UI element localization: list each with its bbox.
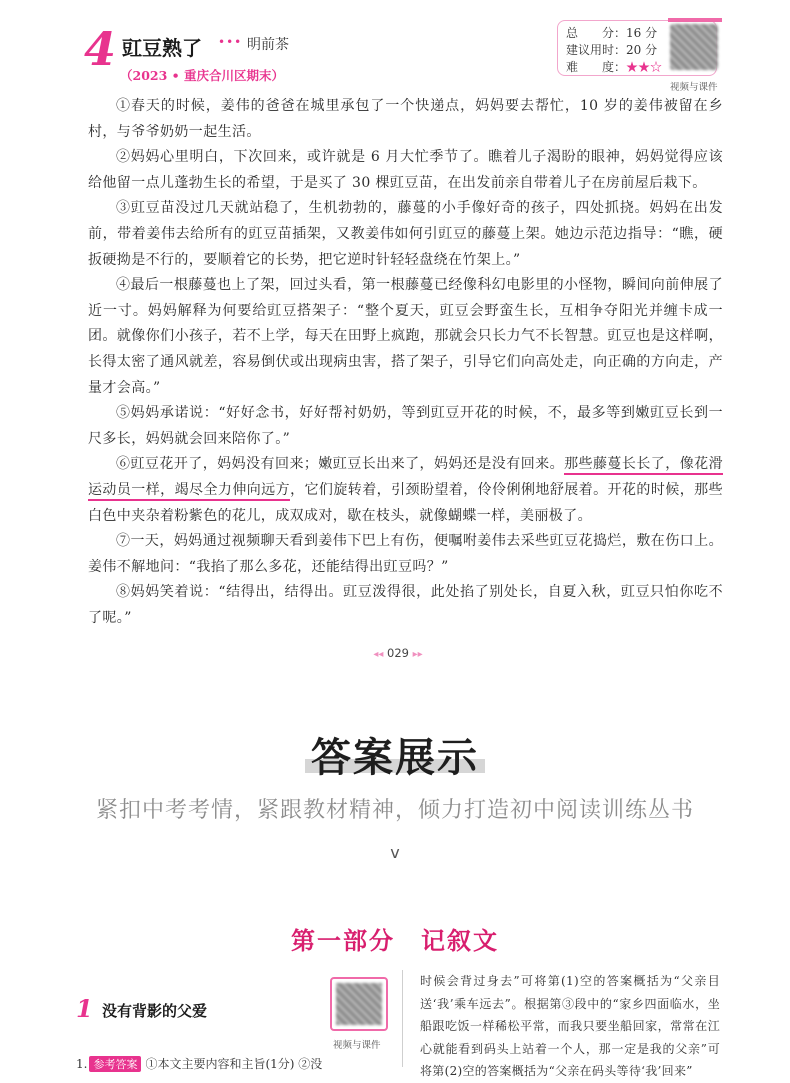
paragraph-8: ⑧妈妈笑着说：“结得出，结得出。豇豆泼得很，此处掐了别处长，自夏入秋，豇豆只怕你吃不了呢。”	[88, 584, 723, 626]
paragraph-6-part-a: ⑥豇豆花开了，妈妈没有回来；嫩豇豆长出来了，妈妈还是没有回来。	[116, 456, 565, 473]
part-title: 第一部分 记叙文	[291, 927, 499, 955]
paragraph-6-part-b: ，它们旋转着，引颈盼望着，伶伶俐俐地舒展着。开花的时候，那些白色中夹杂着粉紫色的花儿，成双成对，歇在枝头，就像蝴蝶一样，美丽极了。	[88, 481, 723, 524]
arrow-right-icon: ▸▸	[412, 649, 423, 660]
paragraph-7: ⑦一天，妈妈通过视频聊天看到姜伟下巴上有伤，便嘱咐姜伟去采些豇豆花捣烂，敷在伤口上。姜伟不解地问：“我掐了那么多花，还能结得出豇豆吗？”	[88, 533, 723, 575]
difficulty-stars-icon: ★★☆	[626, 60, 663, 74]
paragraph-2: ②妈妈心里明白，下次回来，或许就是 6 月大忙季节了。瞧着儿子渴盼的眼神，妈妈觉得应该给他留一点儿蓬勃生长的希望，于是买了 30 棵豇豆苗，在出发前亲自带着儿子在房前屋后栽下。	[88, 149, 723, 191]
answer-explanation: 时候会背过身去”可将第(1)空的答案概括为“父亲目送‘我’乘车远去”。根据第③段中的“家乡四面临水，坐船跟吃饭一样稀松平常，而我只要坐船回家，常常在江心就能看到码头上站着一个人，那一定是我的父亲”可将第(2)空的答案概括为“父亲在码头等待‘我’回来”	[420, 974, 720, 1078]
qr-code-icon[interactable]	[336, 983, 382, 1025]
highlighted-sentence: 那些藤蔓长长了，像花滑运动员一样，竭尽全力伸向远方	[88, 456, 723, 501]
paragraph-4: ④最后一根藤蔓也上了架，回过头看，第一根藤蔓已经像科幻电影里的小怪物，瞬间向前伸展了近一寸。妈妈解释为何要给豇豆搭架子：“整个夏天，豇豆会野蛮生长，互相争夺阳光并缠卡成一团。就像你们小孩子，若不上学，每天在田野上疯跑，那就会只长力气不长智慧。豇豆也是这样啊，长得太密了通风就差，容易倒伏或出现病虫害，搭了架子，引导它们向高处走，向正确的方向走，产量才会高。”	[88, 277, 723, 396]
chevron-down-icon: v	[390, 843, 400, 862]
lesson1-title: 没有背影的父爱	[102, 1002, 208, 1020]
lesson-number: 4	[84, 22, 117, 76]
answer-section-title: 答案展示	[311, 735, 479, 781]
total-score	[566, 24, 657, 41]
author-name: 明前茶	[247, 37, 289, 53]
total-score-value: 16 分	[626, 26, 658, 40]
suggested-time	[566, 41, 657, 58]
title-dots: •••	[218, 35, 243, 49]
source-label: （2023 • 重庆合川区期末）	[120, 68, 284, 83]
suggested-time-value: 20 分	[626, 43, 658, 57]
qr-caption: 视频与课件	[670, 82, 718, 93]
page-number-value: 029	[387, 646, 409, 660]
lesson-title: 豇豆熟了	[122, 36, 202, 60]
slogan: 紧扣中考考情，紧跟教材精神，倾力打造初中阅读训练丛书	[95, 798, 694, 823]
qr-accent-bar	[668, 18, 722, 22]
difficulty-label: 难 度：	[566, 60, 627, 74]
answer-row	[76, 1055, 322, 1072]
paragraph-1: ①春天的时候，姜伟的爸爸在城里承包了一个快递点，妈妈要去帮忙，10 岁的姜伟被留在乡村，与爷爷奶奶一起生活。	[88, 98, 723, 140]
answer-prefix: 1.	[76, 1057, 88, 1071]
suggested-time-label: 建议用时：	[566, 43, 627, 57]
total-score-label: 总 分：	[566, 26, 627, 40]
column-divider	[402, 970, 403, 1067]
page-number	[370, 646, 426, 660]
difficulty	[566, 58, 662, 75]
paragraph-5: ⑤妈妈承诺说：“好好念书，好好帮衬奶奶，等到豇豆开花的时候，不，最多等到嫩豇豆长到一尺多长，妈妈就会回来陪你了。”	[88, 405, 723, 447]
arrow-left-icon: ◂◂	[373, 649, 384, 660]
qr-caption: 视频与课件	[333, 1040, 381, 1051]
qr-code-icon[interactable]	[670, 24, 718, 70]
paragraph-6	[88, 452, 723, 529]
paragraph-3: ③豇豆苗没过几天就站稳了，生机勃勃的，藤蔓的小手像好奇的孩子，四处抓挠。妈妈在出发前，带着姜伟去给所有的豇豆苗插架，又教姜伟如何引豇豆的藤蔓上架。她边示范边指导：“瞧，硬扳硬拗是不行的，要顺着它的长势，把它逆时针轻轻盘绕在竹架上。”	[88, 200, 723, 268]
answer-badge: 参考答案	[89, 1056, 141, 1072]
answer-text: ①本文主要内容和主旨(1分) ②没	[145, 1057, 323, 1071]
article-body	[88, 94, 723, 631]
lesson1-number: 1	[76, 994, 93, 1023]
